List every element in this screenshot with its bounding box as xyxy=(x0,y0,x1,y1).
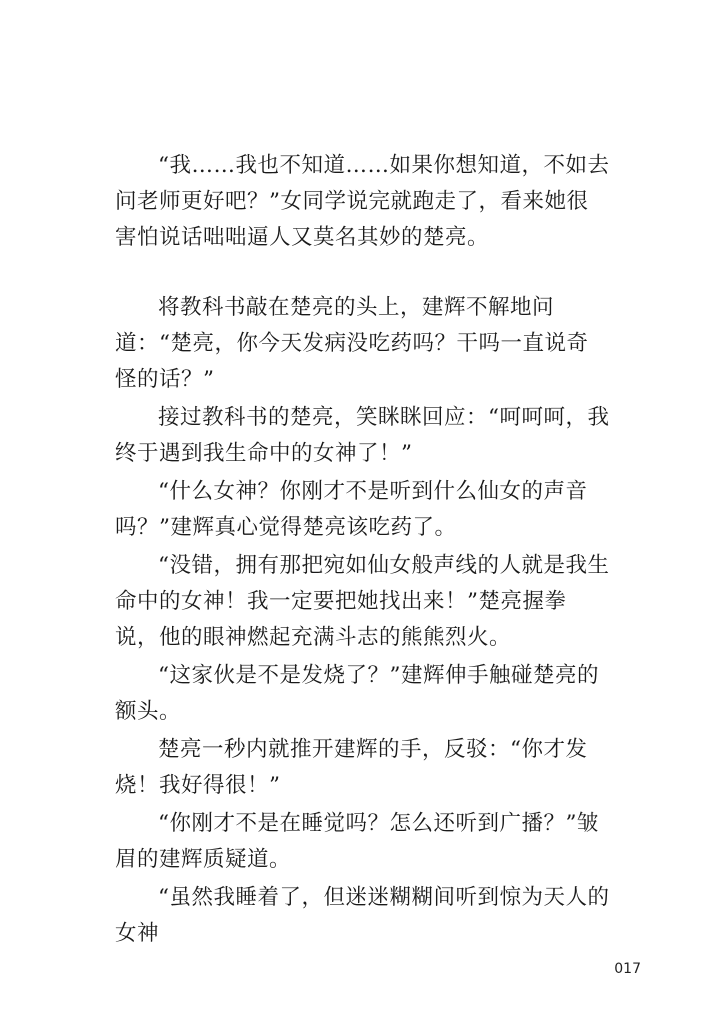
paragraph: “你刚才不是在睡觉吗？怎么还听到广播？”皱眉的建辉质疑道。 xyxy=(115,811,599,872)
text-section-1 xyxy=(115,148,610,256)
paragraph: “虽然我睡着了，但迷迷糊糊间听到惊为天人的女神 xyxy=(115,885,610,946)
paragraph: “什么女神？你刚才不是听到什么仙女的声音吗？”建辉真心觉得楚亮该吃药了。 xyxy=(115,479,588,540)
page-number: 017 xyxy=(614,961,641,977)
paragraph: “这家伙是不是发烧了？”建辉伸手触碰楚亮的额头。 xyxy=(115,663,599,724)
paragraph: 将教科书敲在楚亮的头上，建辉不解地问道：“楚亮，你今天发病没吃药吗？干吗一直说奇怪的话？” xyxy=(115,295,589,392)
text-section-2 xyxy=(115,290,610,954)
paragraph: 接过教科书的楚亮，笑眯眯回应：“呵呵呵，我终于遇到我生命中的女神了！” xyxy=(115,405,610,466)
paragraph: “我……我也不知道……如果你想知道，不如去问老师更好吧？”女同学说完就跑走了，看来她很害怕说话咄咄逼人又莫名其妙的楚亮。 xyxy=(115,153,610,250)
paragraph: “没错，拥有那把宛如仙女般声线的人就是我生命中的女神！我一定要把她找出来！”楚亮握拳说，他的眼神燃起充满斗志的熊熊烈火。 xyxy=(115,553,610,650)
paragraph: 楚亮一秒内就推开建辉的手，反驳：“你才发烧！我好得很！” xyxy=(115,737,588,798)
